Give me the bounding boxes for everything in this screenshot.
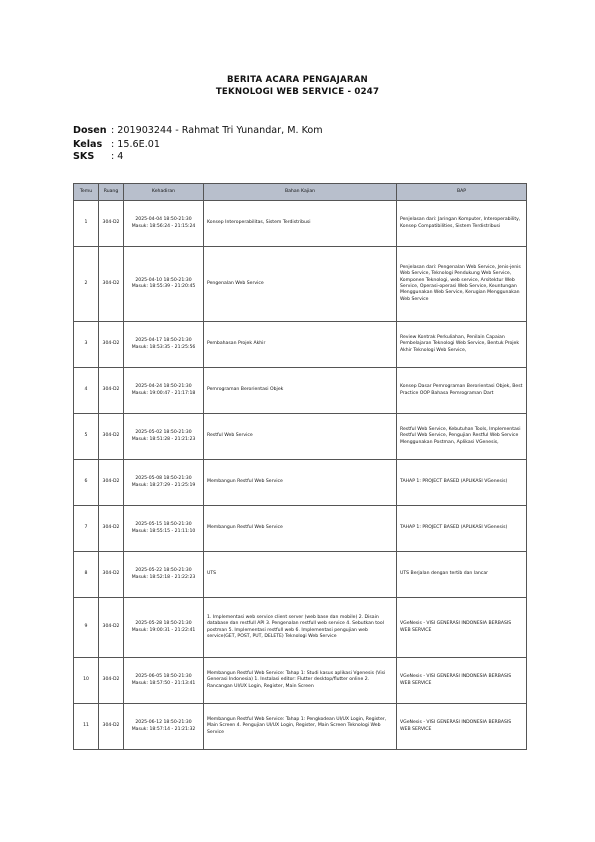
cell-bahan-kajian: Membangun Restful Web Service bbox=[204, 460, 397, 506]
table-row bbox=[74, 598, 527, 658]
class-info bbox=[73, 139, 160, 150]
cell-bap: Konsep Dasar Pemrograman Berorientasi Objek, Best Practice OOP Bahasa Pemrograman Dart bbox=[397, 368, 527, 414]
cell-temu: 9 bbox=[74, 598, 99, 658]
class-value: : 15.6E.01 bbox=[111, 139, 160, 150]
cell-ruang: 304-D2 bbox=[99, 658, 124, 704]
cell-ruang: 304-D2 bbox=[99, 598, 124, 658]
cell-bahan-kajian: Pembahasan Projek Akhir bbox=[204, 322, 397, 368]
cell-temu: 1 bbox=[74, 201, 99, 247]
cell-kehadiran: 2025-05-22 18:50-21:30 Masuk: 18:52:18 - 21:22:23 bbox=[124, 552, 204, 598]
cell-kehadiran: 2025-04-04 18:50-21:30 Masuk: 18:56:24 - 21:15:24 bbox=[124, 201, 204, 247]
cell-bahan-kajian: Restful Web Service bbox=[204, 414, 397, 460]
document-title: BERITA ACARA PENGAJARAN bbox=[227, 75, 368, 85]
cell-bap: VGeNesis - VISI GENERASI INDONESIA BERBASIS WEB SERVICE bbox=[397, 658, 527, 704]
cell-ruang: 304-D2 bbox=[99, 704, 124, 750]
table-header-row bbox=[74, 184, 527, 201]
cell-bahan-kajian: Pengenalan Web Service bbox=[204, 247, 397, 322]
credits-info bbox=[73, 151, 123, 162]
cell-temu: 5 bbox=[74, 414, 99, 460]
cell-ruang: 304-D2 bbox=[99, 201, 124, 247]
cell-bahan-kajian: Membangun Restful Web Service: Tahap 1: Pengkodean UI/UX Login, Register, Main Screen 4. Pengujian UI/UX Login, Register, Main Screen Teknologi Web Service bbox=[204, 704, 397, 750]
table-row bbox=[74, 414, 527, 460]
cell-kehadiran: 2025-05-02 18:50-21:30 Masuk: 18:51:28 - 21:21:23 bbox=[124, 414, 204, 460]
cell-bahan-kajian: Membangun Restful Web Service bbox=[204, 506, 397, 552]
lecturer-info bbox=[73, 125, 323, 136]
credits-label: SKS bbox=[73, 151, 95, 162]
cell-bap: Penjelasan dari: Pengenalan Web Service, Jenis-jenis Web Service, Teknologi Pendukung Web Service, Komponen Teknologi, web service, Arsitektur Web Service, Operasi-operasi Web Service, Keuntungan Menggunakan Web Service, Kerugian Menggunakan Web Service bbox=[397, 247, 527, 322]
cell-bahan-kajian: Membangun Restful Web Service: Tahap 1: Studi kasus aplikasi Vgenesis (Visi Generasi Indonesia) 1. Instalasi editor: Flutter desktop/flutter online 2. Rancangan UI/UX Login, Register, Main Screen bbox=[204, 658, 397, 704]
cell-bap: VGeNesis - VISI GENERASI INDONESIA BERBASIS WEB SERVICE bbox=[397, 704, 527, 750]
table-row bbox=[74, 322, 527, 368]
column-header-bap: BAP bbox=[397, 184, 527, 201]
cell-bap: Review Kontrak Perkuliahan, Penilain Capaian Pembelajaran Teknologi Web Service, Bentuk Projek Akhir Teknologi Web Service, bbox=[397, 322, 527, 368]
cell-kehadiran: 2025-04-10 18:50-21:30 Masuk: 18:55:39 - 21:20:45 bbox=[124, 247, 204, 322]
cell-bap: Restful Web Service, Kebutuhan Tools, Implementasi Restful Web Service, Pengujian Restful Web Service Menggunakan Postman, Aplikasi VGenesis, bbox=[397, 414, 527, 460]
cell-temu: 11 bbox=[74, 704, 99, 750]
cell-bahan-kajian: Konsep Interoperabilitas, Sistem Terdistribusi bbox=[204, 201, 397, 247]
cell-temu: 6 bbox=[74, 460, 99, 506]
table-row bbox=[74, 658, 527, 704]
cell-kehadiran: 2025-06-12 18:50-21:30 Masuk: 18:57:14 - 21:21:32 bbox=[124, 704, 204, 750]
class-label: Kelas bbox=[73, 139, 103, 150]
table-row bbox=[74, 201, 527, 247]
cell-bap: VGeNesis - VISI GENERASI INDONESIA BERBASIS WEB SERVICE bbox=[397, 598, 527, 658]
cell-temu: 2 bbox=[74, 247, 99, 322]
table-row bbox=[74, 506, 527, 552]
cell-ruang: 304-D2 bbox=[99, 460, 124, 506]
table-row bbox=[74, 460, 527, 506]
cell-bap: UTS Berjalan dengan tertib dan lancar bbox=[397, 552, 527, 598]
course-title: TEKNOLOGI WEB SERVICE - 0247 bbox=[215, 87, 380, 97]
cell-ruang: 304-D2 bbox=[99, 368, 124, 414]
cell-kehadiran: 2025-04-24 18:50-21:30 Masuk: 19:00:47 - 21:17:18 bbox=[124, 368, 204, 414]
cell-bap: TAHAP 1: PROJECT BASED (APLIKASI VGenesis) bbox=[397, 506, 527, 552]
column-header-kehadiran: Kehadiran bbox=[124, 184, 204, 201]
column-header-temu: Temu bbox=[74, 184, 99, 201]
cell-bahan-kajian: 1. Implementasi web service client server (web base dan mobile) 2. Disain database dan restfull API 3. Pengenalan restfull web service 4. Sebutkan tool postman 5. Implementasi restfull web 6. Implementasi pengujian web service(GET, POST, PUT, DELETE) Teknologi Web Service bbox=[204, 598, 397, 658]
cell-ruang: 304-D2 bbox=[99, 247, 124, 322]
lecturer-value: : 201903244 - Rahmat Tri Yunandar, M. Kom bbox=[111, 125, 323, 136]
cell-kehadiran: 2025-04-17 18:50-21:30 Masuk: 18:53:35 - 21:25:56 bbox=[124, 322, 204, 368]
cell-kehadiran: 2025-05-28 18:50-21:30 Masuk: 19:00:31 - 21:22:41 bbox=[124, 598, 204, 658]
cell-bahan-kajian: UTS bbox=[204, 552, 397, 598]
credits-value: : 4 bbox=[111, 151, 124, 162]
cell-temu: 3 bbox=[74, 322, 99, 368]
cell-ruang: 304-D2 bbox=[99, 506, 124, 552]
table-body bbox=[74, 201, 527, 750]
table-row bbox=[74, 368, 527, 414]
cell-bap: TAHAP 1: PROJECT BASED (APLIKASI VGenesis) bbox=[397, 460, 527, 506]
cell-temu: 10 bbox=[74, 658, 99, 704]
cell-kehadiran: 2025-06-05 18:50-21:30 Masuk: 18:57:50 - 21:13:41 bbox=[124, 658, 204, 704]
cell-ruang: 304-D2 bbox=[99, 322, 124, 368]
cell-ruang: 304-D2 bbox=[99, 552, 124, 598]
cell-ruang: 304-D2 bbox=[99, 414, 124, 460]
cell-temu: 8 bbox=[74, 552, 99, 598]
cell-kehadiran: 2025-05-15 18:50-21:30 Masuk: 18:55:15 - 21:11:10 bbox=[124, 506, 204, 552]
cell-kehadiran: 2025-05-08 18:50-21:30 Masuk: 18:27:29 - 21:25:19 bbox=[124, 460, 204, 506]
cell-bap: Penjelasan dari: Jaringan Komputer, Interoperability, Konsep Compatibilities, Sistem Terdistribusi bbox=[397, 201, 527, 247]
column-header-ruang: Ruang bbox=[99, 184, 124, 201]
lecturer-label: Dosen bbox=[73, 125, 107, 136]
table-row bbox=[74, 247, 527, 322]
cell-temu: 7 bbox=[74, 506, 99, 552]
column-header-bahan-kajian: Bahan Kajian bbox=[204, 184, 397, 201]
table-row bbox=[74, 704, 527, 750]
cell-temu: 4 bbox=[74, 368, 99, 414]
teaching-log-table bbox=[73, 183, 527, 750]
table-row bbox=[74, 552, 527, 598]
cell-bahan-kajian: Pemrograman Berorientasi Objek bbox=[204, 368, 397, 414]
